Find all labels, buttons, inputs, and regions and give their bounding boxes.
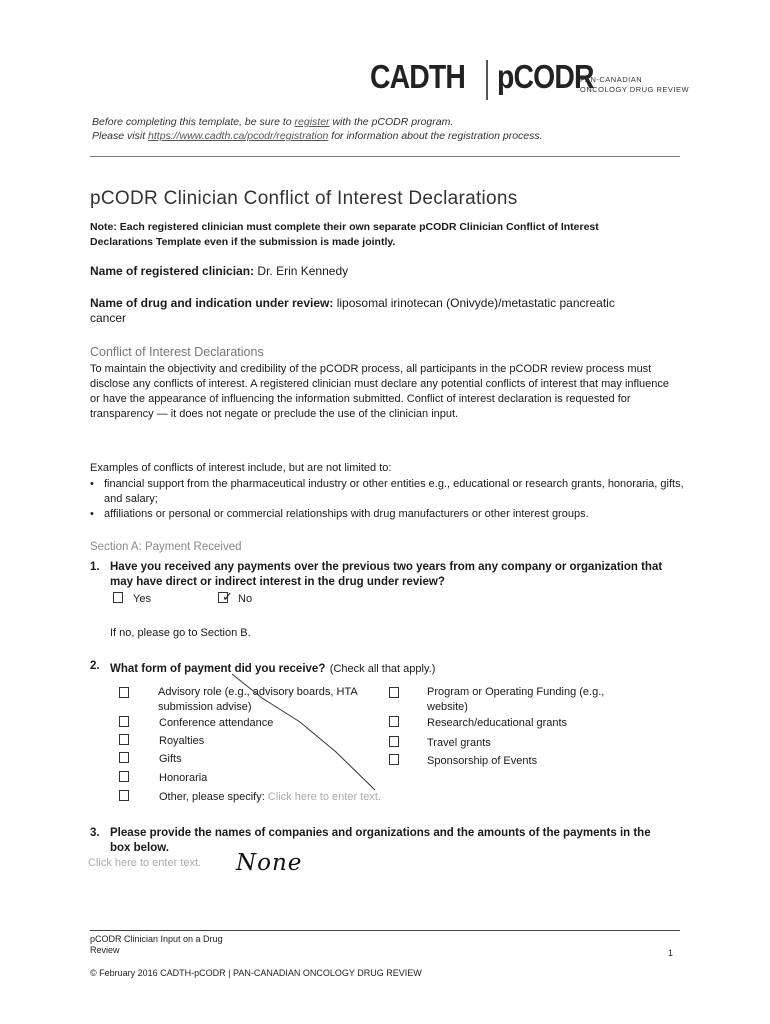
page-title: pCODR Clinician Conflict of Interest Declarations <box>90 188 518 209</box>
q2-option-grants[interactable]: Research/educational grants <box>389 716 567 729</box>
q2-option-gifts[interactable]: Gifts <box>119 752 182 765</box>
note: Note: Each registered clinician must complete their own separate pCODR Clinician Conflict of Interest Declarations Template even if the submission is made jointly. <box>90 221 599 248</box>
q2-option-advisory[interactable]: Advisory role (e.g., advisory boards, HTA submission advise) <box>119 685 359 715</box>
q2-option-conference[interactable]: Conference attendance <box>119 716 273 729</box>
q1-no-option[interactable]: No <box>218 592 252 605</box>
q2-option-other[interactable]: Other, please specify: Click here to enter text. <box>119 790 381 803</box>
coi-heading: Conflict of Interest Declarations <box>90 345 264 359</box>
q1-note: If no, please go to Section B. <box>110 627 251 639</box>
handwritten-answer: None <box>236 850 303 876</box>
section-a-heading: Section A: Payment Received <box>90 541 242 553</box>
page-number: 1 <box>668 948 674 958</box>
q2-number: 2. <box>90 660 100 672</box>
intro-line-1: Before completing this template, be sure to register with the pCODR program. <box>92 116 454 128</box>
q1-text: Have you received any payments over the previous two years from any company or organization that may have direct or indirect interest in the drug under review? <box>110 561 663 588</box>
q2-option-honoraria[interactable]: Honoraria <box>119 771 207 784</box>
clinician-name-value: Dr. Erin Kennedy <box>257 264 349 278</box>
intro-line-2: Please visit https://www.cadth.ca/pcodr/registration for information about the registration process. <box>92 130 543 142</box>
q1-number: 1. <box>90 561 100 573</box>
q3-number: 3. <box>90 827 100 839</box>
no-check-mark: ✓ <box>222 589 233 604</box>
footer-doc-name: pCODR Clinician Input on a Drug Review <box>90 934 223 955</box>
q2-option-royalties[interactable]: Royalties <box>119 734 204 747</box>
examples-intro: Examples of conflicts of interest include, but are not limited to: <box>90 462 392 474</box>
other-specify-input[interactable]: Click here to enter text. <box>267 791 381 803</box>
clinician-name-field: Name of registered clinician: Dr. Erin Kennedy <box>90 264 349 278</box>
pen-stroke <box>232 674 375 790</box>
list-item: • financial support from the pharmaceutical industry or other entities e.g., educational or research grants, honoraria, gifts, and salary; <box>90 478 684 505</box>
payments-input[interactable]: Click here to enter text. <box>88 857 202 869</box>
coi-paragraph: To maintain the objectivity and credibility of the pCODR process, all participants in the pCODR review process must disclose any conflicts of interest. A registered clinician must declare any potential conflicts of interest that may influence or have the appearance of influencing the information submitted. Conflict of interest declaration is requested for transparency — it does not negate or preclude the use of the clinician input. <box>90 363 670 420</box>
cadth-logo: CADTH <box>370 58 466 95</box>
q2-text-wrap: What form of payment did you receive? (Check all that apply.) <box>110 663 436 675</box>
footer-divider <box>90 930 680 931</box>
register-link[interactable]: register <box>294 116 330 128</box>
q2-option-sponsorship[interactable]: Sponsorship of Events <box>389 754 537 767</box>
q1-yes-option[interactable]: Yes <box>113 592 151 605</box>
registration-link[interactable]: https://www.cadth.ca/pcodr/registration <box>148 130 329 142</box>
list-item: • affiliations or personal or commercial relationships with drug manufacturers or other interest groups. <box>90 508 589 520</box>
drug-field: Name of drug and indication under review: liposomal irinotecan (Onivyde)/metastatic pancreatic cancer <box>90 296 615 325</box>
logo-tagline: PAN-CANADIAN ONCOLOGY DRUG REVIEW <box>580 75 690 94</box>
drug-value: liposomal irinotecan (Onivyde)/metastatic pancreatic cancer <box>90 296 615 325</box>
q3-text: Please provide the names of companies and organizations and the amounts of the payments in the box below. <box>110 827 651 854</box>
footer-copyright: © February 2016 CADTH-pCODR | PAN-CANADIAN ONCOLOGY DRUG REVIEW <box>90 968 422 978</box>
q2-option-funding[interactable]: Program or Operating Funding (e.g., website) <box>389 685 619 715</box>
pcodr-logo: pCODR <box>497 58 594 95</box>
q2-option-travel[interactable]: Travel grants <box>389 736 491 749</box>
